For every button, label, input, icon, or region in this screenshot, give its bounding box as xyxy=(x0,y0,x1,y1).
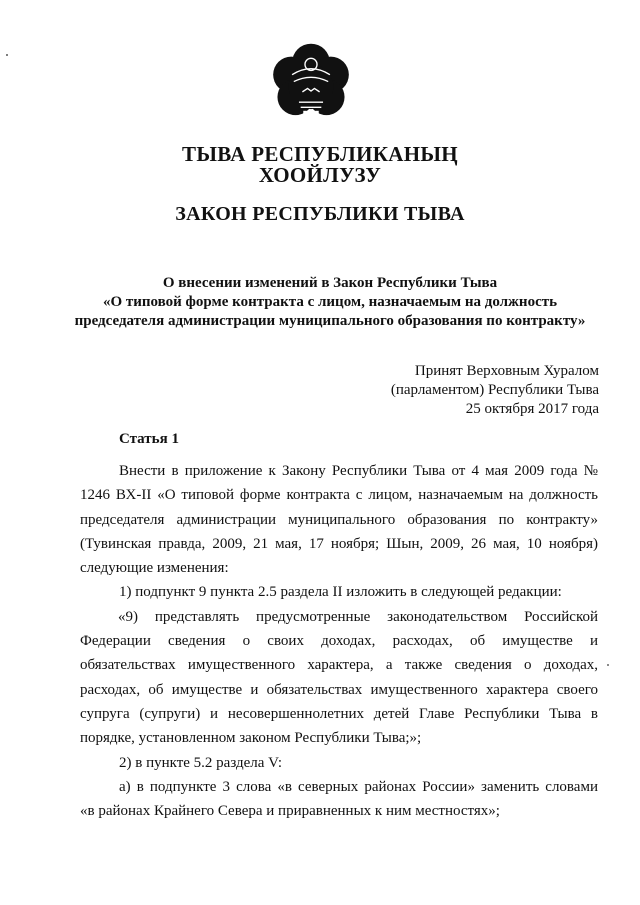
adoption-date: 25 октября 2017 года xyxy=(465,401,599,417)
adoption-line: Принят Верховным Хуралом xyxy=(414,363,599,379)
paragraph-line: «9) представлять предусмотренные законодательством Российской xyxy=(118,608,598,625)
scan-speck xyxy=(607,664,609,666)
law-title: ЗАКОН РЕСПУБЛИКИ ТЫВА xyxy=(175,203,465,225)
list-item: 2) в пункте 5.2 раздела V: xyxy=(119,754,283,771)
paragraph-line: супруга (супруги) и несовершеннолетних детей Главе Республики Тыва в xyxy=(80,705,598,722)
tuvan-title-line2: ХООЙЛУЗУ xyxy=(258,163,382,187)
paragraph-line: 1246 ВХ-II «О типовой форме контракта с лицом, назначаемым на должность xyxy=(80,487,598,504)
paragraph-line: «в районах Крайнего Севера и приравненных к ним местностях»; xyxy=(80,803,500,820)
paragraph-line: (Тувинская правда, 2009, 21 мая, 17 ноября; Шын, 2009, 26 мая, 10 ноября) xyxy=(80,535,598,552)
law-subject xyxy=(60,274,600,331)
subject-line: «О типовой форме контракта с лицом, назначаемым на должность xyxy=(102,294,558,310)
scan-speck xyxy=(6,54,8,56)
subject-line: председателя администрации муниципального образования по контракту» xyxy=(74,313,586,329)
paragraph-line: Федерации сведения о своих доходах, расходах, об имуществе и xyxy=(80,633,598,650)
paragraph-line: расходах, об имуществе и обязательствах имущественного характера своего xyxy=(80,681,598,698)
paragraph-line: а) в подпункте 3 слова «в северных районах России» заменить словами xyxy=(119,778,598,795)
paragraph-line: обязательствах имущественного характера, а также сведения о доходах, xyxy=(80,657,598,674)
paragraph-line: Внести в приложение к Закону Республики Тыва от 4 мая 2009 года № xyxy=(119,463,598,479)
tuvan-title-line1: ТЫВА РЕСПУБЛИКАНЫҢ xyxy=(182,142,458,166)
article-body xyxy=(80,459,598,823)
subject-line: О внесении изменений в Закон Республики Тыва xyxy=(162,275,498,291)
adoption-line: (парламентом) Республики Тыва xyxy=(390,382,599,398)
paragraph-line: председателя администрации муниципального образования по контракту» xyxy=(80,511,598,528)
list-item: 1) подпункт 9 пункта 2.5 раздела II изложить в следующей редакции: xyxy=(119,584,562,601)
paragraph-line: следующие изменения: xyxy=(80,560,229,577)
article-heading: Статья 1 xyxy=(119,431,179,447)
adoption-note xyxy=(391,362,599,419)
paragraph-line: порядке, установленном законом Республики Тыва;»; xyxy=(80,730,422,747)
tuva-emblem-icon xyxy=(268,42,354,128)
